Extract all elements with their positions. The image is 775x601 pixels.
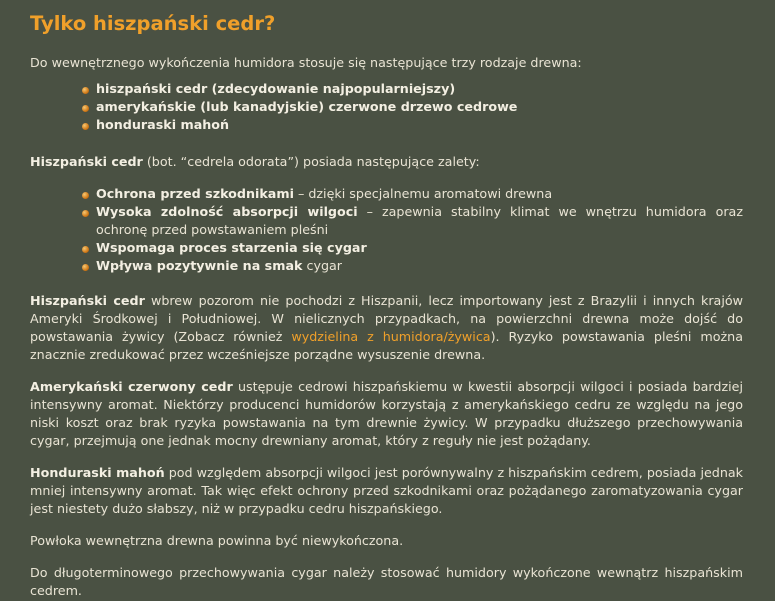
wood-types-list xyxy=(30,80,743,134)
advantage-bold: Ochrona przed szkodnikami xyxy=(96,186,294,201)
advantage-text: – zapewnia stabilny klimat we wnętrzu humidora oraz ochronę przed powstawaniem pleśni xyxy=(96,204,743,237)
bullet-icon xyxy=(82,210,89,217)
advantage-text: – dzięki specjalnemu aromatowi drewna xyxy=(293,186,553,201)
list-item xyxy=(96,239,743,257)
bullet-icon xyxy=(82,123,89,130)
bullet-icon xyxy=(82,105,89,112)
coating-paragraph: Powłoka wewnętrzna drewna powinna być niewykończona. xyxy=(30,533,404,548)
cedar-intro-paragraph xyxy=(30,153,743,171)
cedar-intro-bold: Hiszpański cedr xyxy=(30,154,143,169)
mahogany-paragraph xyxy=(30,464,743,518)
american-cedar-bold: Amerykański czerwony cedr xyxy=(30,379,233,394)
spanish-cedar-text-2: ). Ryzyko powstawania pleśni można znacznie zredukować przez wcześniejsze porządne wysuszenie drewna. xyxy=(30,329,743,362)
advantages-list xyxy=(30,185,743,275)
spanish-cedar-paragraph xyxy=(30,292,743,364)
american-cedar-paragraph xyxy=(30,378,743,450)
bullet-icon xyxy=(82,87,89,94)
mahogany-bold: Honduraski mahoń xyxy=(30,465,165,480)
resin-link[interactable]: wydzielina z humidora/żywica xyxy=(291,329,491,344)
advantage-bold: Wpływa pozytywnie na smak xyxy=(96,258,303,273)
cedar-intro-text: (bot. “cedrela odorata”) posiada następujące zalety: xyxy=(142,154,480,169)
list-item xyxy=(96,257,743,275)
advantage-bold: Wspomaga proces starzenia się cygar xyxy=(96,240,367,255)
list-item xyxy=(96,203,743,239)
mahogany-text: pod względem absorpcji wilgoci jest porównywalny z hiszpańskim cedrem, posiada jednak mniej intensywny aromat. Tak więc efekt ochrony przed szkodnikami oraz pożądanego zaromatyzowania cygar jest niestety dużo słabszy, niż w przypadku cedru hiszpańskiego. xyxy=(30,465,743,516)
list-item xyxy=(96,80,743,98)
bullet-icon xyxy=(82,246,89,253)
bullet-icon xyxy=(82,264,89,271)
page-title: Tylko hiszpański cedr? xyxy=(30,12,276,35)
longterm-paragraph: Do długoterminowego przechowywania cygar należy stosować humidory wykończone wewnątrz hiszpańskim cedrem. xyxy=(30,565,743,598)
wood-type-label: honduraski mahoń xyxy=(96,117,230,132)
bullet-icon xyxy=(82,192,89,199)
spanish-cedar-text-1: wbrew pozorom nie pochodzi z Hiszpanii, lecz importowany jest z Brazylii i innych krajów Ameryki Środkowej i Południowej. W nielicznych przypadkach, na powierzchni drewna może dojść do powstawania żywicy (Zobacz również xyxy=(30,293,743,344)
advantage-bold: Wysoka zdolność absorpcji wilgoci xyxy=(96,204,358,219)
wood-type-label: amerykańskie (lub kanadyjskie) czerwone drzewo cedrowe xyxy=(96,99,518,114)
wood-type-label: hiszpański cedr (zdecydowanie najpopularniejszy) xyxy=(96,81,456,96)
american-cedar-text: ustępuje cedrowi hiszpańskiemu w kwestii absorpcji wilgoci i posiada bardziej intensywny aromat. Niektórzy producenci humidorów korzystają z amerykańskiego cedru ze względu na jego niski koszt oraz brak ryzyka powstawania na tym drewnie żywicy. W przypadku dłuższego przechowywania cygar, przejmują one jednak mocny drewniany aromat, który z reguły nie jest pożądany. xyxy=(30,379,743,448)
list-item xyxy=(96,98,743,116)
list-item xyxy=(96,185,743,203)
spanish-cedar-bold: Hiszpański cedr xyxy=(30,293,145,308)
list-item xyxy=(96,116,743,134)
advantage-text: cygar xyxy=(302,258,343,273)
intro-paragraph: Do wewnętrznego wykończenia humidora stosuje się następujące trzy rodzaje drewna: xyxy=(30,55,582,70)
